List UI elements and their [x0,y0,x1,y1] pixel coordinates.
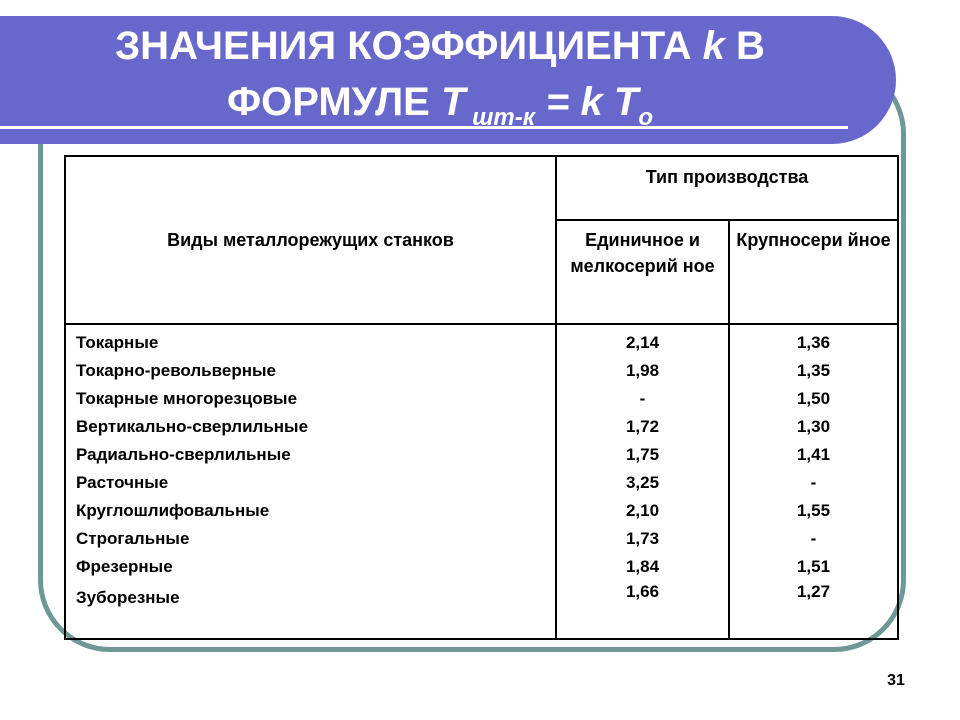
single-value: 1,75 [625,445,660,464]
header-production-type: Тип производства [556,156,898,220]
large-value: 1,55 [796,501,831,520]
title-text-1: ЗНАЧЕНИЯ КОЭФФИЦИЕНТА [115,24,703,68]
header-large-batch: Крупносери йное [729,220,898,324]
machine-name: Расточные [76,473,169,492]
machine-name: Вертикально-сверлильные [76,417,309,436]
single-value: 1,73 [625,529,660,548]
header-single-small-batch: Единичное и мелкосерий ное [556,220,729,324]
header-machine-types: Виды металлорежущих станков [65,156,556,324]
machine-name: Радиально-сверлильные [76,445,291,464]
single-value: 3,25 [625,473,660,492]
machine-name: Строгальные [76,529,190,548]
large-value: 1,30 [796,417,831,436]
slide-title [0,18,880,146]
machine-name: Токарные [76,333,159,352]
machine-name: Токарно-револьверные [76,361,276,380]
machine-name: Токарные многорезцовые [76,389,298,408]
title-text-2: ФОРМУЛЕ [227,80,441,124]
machine-names-cell [65,324,556,639]
single-value: 1,84 [625,557,660,576]
single-batch-values-cell [556,324,729,639]
title-text-1-end: В [724,24,765,68]
single-value: 2,10 [625,501,660,520]
title-line-2 [0,74,880,146]
single-value: 2,14 [625,333,660,352]
formula-t: T [440,80,466,124]
large-value: 1,36 [796,333,831,352]
single-value: 1,66 [625,582,660,601]
large-value: 1,41 [796,445,831,464]
formula-subscript: шт-к [465,104,535,131]
large-batch-values-cell [729,324,898,639]
large-value: 1,27 [796,582,831,601]
large-value: 1,51 [796,557,831,576]
large-value: - [810,473,817,492]
formula-middle: = k T [534,80,639,124]
title-var-k: k [702,24,725,68]
machine-name: Фрезерные [76,557,173,576]
page-number: 31 [887,672,905,689]
large-value: 1,50 [796,389,831,408]
single-value: 1,98 [625,361,660,380]
title-line-1 [0,18,880,74]
single-value: - [639,389,646,408]
single-value: 1,72 [625,417,660,436]
large-value: - [810,529,817,548]
coefficient-table [64,155,899,640]
machine-name: Зуборезные [76,588,180,607]
machine-name: Круглошлифовальные [76,501,270,520]
large-value: 1,35 [796,361,831,380]
formula-subscript-2: о [638,104,653,131]
